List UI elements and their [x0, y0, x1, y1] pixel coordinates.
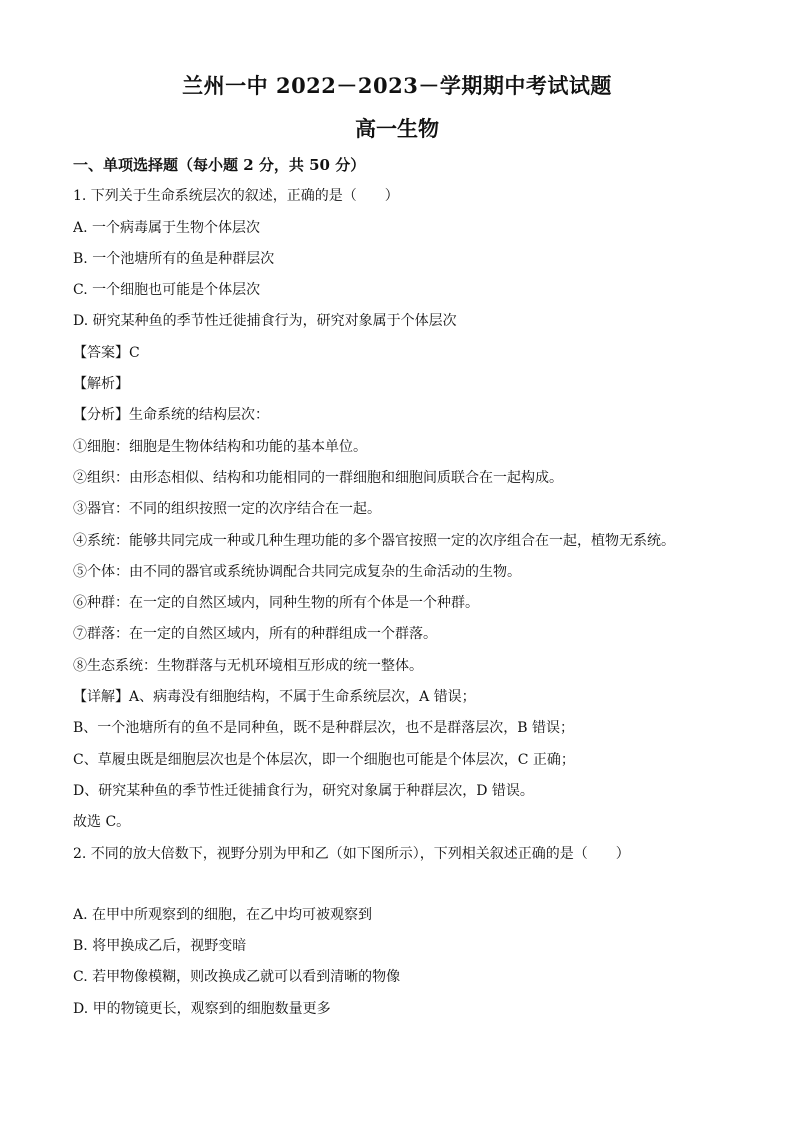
question-2-option-b: B. 将甲换成乙后，视野变暗 — [73, 938, 247, 955]
question-2-option-c: C. 若甲物像模糊，则改换成乙就可以看到清晰的物像 — [73, 969, 401, 986]
question-1-option-a: A. 一个病毒属于生物个体层次 — [73, 219, 261, 236]
question-1-option-d: D. 研究某种鱼的季节性迁徙捕食行为，研究对象属于个体层次 — [73, 313, 457, 330]
level-community: ⑦群落：在一定的自然区域内，所有的种群组成一个群落。 — [73, 626, 437, 643]
level-tissue: ②组织：由形态相似、结构和功能相同的一群细胞和细胞间质联合在一起构成。 — [73, 469, 563, 486]
exam-title: 兰州一中 2022－2023－学期期中考试试题 — [182, 73, 612, 98]
question-1-stem: 1. 下列关于生命系统层次的叙述，正确的是（ ） — [73, 188, 399, 205]
level-organ: ③器官：不同的组织按照一定的次序结合在一起。 — [73, 501, 381, 518]
question-1-detail-b: B、一个池塘所有的鱼不是同种鱼，既不是种群层次，也不是群落层次，B 错误； — [73, 720, 575, 737]
level-system: ④系统：能够共同完成一种或几种生理功能的多个器官按照一定的次序组合在一起，植物无系统。 — [73, 532, 675, 549]
question-2-option-d: D. 甲的物镜更长，观察到的细胞数量更多 — [73, 1000, 331, 1017]
level-individual: ⑤个体：由不同的器官或系统协调配合共同完成复杂的生命活动的生物。 — [73, 563, 521, 580]
question-1-fenxi: 【分析】生命系统的结构层次： — [73, 407, 269, 424]
question-2-stem: 2. 不同的放大倍数下，视野分别为甲和乙（如下图所示），下列相关叙述正确的是（ ） — [73, 845, 630, 862]
level-cell: ①细胞：细胞是生物体结构和功能的基本单位。 — [73, 438, 367, 455]
question-2-option-a: A. 在甲中所观察到的细胞，在乙中均可被观察到 — [73, 906, 373, 923]
question-1-detail-a: 【详解】A、病毒没有细胞结构，不属于生命系统层次，A 错误； — [73, 689, 476, 706]
figure-gap — [73, 870, 723, 900]
question-1-answer: 【答案】C — [73, 344, 140, 361]
question-1-conclusion: 故选 C。 — [73, 814, 131, 831]
level-ecosystem: ⑧生态系统：生物群落与无机环境相互形成的统一整体。 — [73, 657, 423, 674]
exam-content — [73, 150, 723, 1025]
question-1-option-c: C. 一个细胞也可能是个体层次 — [73, 282, 261, 299]
exam-subject: 高一生物 — [355, 116, 439, 141]
section-heading: 一、单项选择题（每小题 2 分，共 50 分） — [73, 156, 366, 174]
question-1-detail-d: D、研究某种鱼的季节性迁徙捕食行为，研究对象属于种群层次，D 错误。 — [73, 782, 534, 799]
question-1-detail-c: C、草履虫既是细胞层次也是个体层次，即一个细胞也可能是个体层次，C 正确； — [73, 751, 575, 768]
level-population: ⑥种群：在一定的自然区域内，同种生物的所有个体是一个种群。 — [73, 595, 479, 612]
question-1-analysis-label: 【解析】 — [73, 376, 129, 393]
question-1-option-b: B. 一个池塘所有的鱼是种群层次 — [73, 250, 275, 267]
